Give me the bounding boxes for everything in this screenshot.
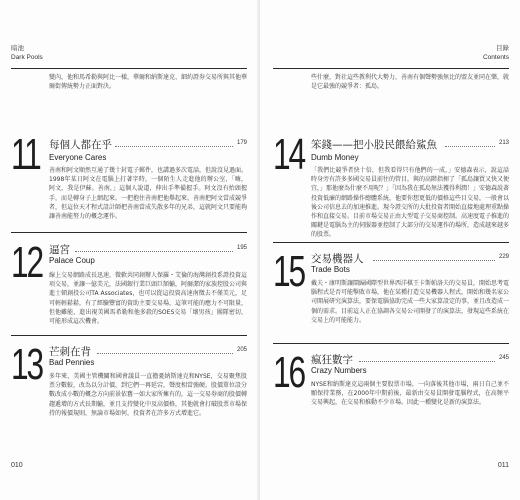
header-rule <box>273 68 509 69</box>
dot-leader <box>359 357 495 362</box>
chapter-title-zh: 每個人都在乎 <box>49 139 112 151</box>
right-page <box>260 0 520 500</box>
toc-entry-11[interactable] <box>11 130 248 238</box>
chapter-summary: 線上交易網路成長迅速，微軟共同創辦人保羅・艾倫的海灣創投系證投資這項交易，並讓一億美元，法國銀行業巨頭巨額輸，阿爾潔的家族控股公司與進士頓創投公司TA Associates，也可以從這投資高速南徵去不僅美元，足可輕輕鬆鬆，有了經驗豐富的資助主要交易場，這筆可能的應力不可限量，但他雖能，進出視美國馬希勒和他多殺的SOES交易「壞男孩」團隊密切，可能形成這次機會。 <box>49 272 248 326</box>
dot-leader <box>373 256 495 261</box>
chapter-summary: 「我們比競爭者快十倍，但我看得只有他們的一成，」安德森表示，說這話時身旁有許多多國交易員前往的管目，與的高階指揮了「孤島讓買又快又便宜，」那他麼為什麼不用呢？」「因為我在孤島無法獲得利潤！」安德森說著投資低廉的網路操作總體系統，他要你想更低的價格這些目交易，一般會以後公司信息去的加速推進。現今證交所的大批投資者開始直接地處理重點操作和直接交易。目前市場交易正由大型電子交易商控制。高速度電子推進的關鍵是電腦為主的伺服器並控制了大部分的交易運作的場所，造成越來越多的股票。 <box>311 167 510 239</box>
section-divider <box>273 343 509 344</box>
dot-leader <box>445 142 495 147</box>
dot-leader <box>115 142 233 147</box>
toc-entry-12[interactable] <box>11 238 248 336</box>
header-title-zh: 目錄 <box>496 44 509 52</box>
toc-entry-16[interactable] <box>273 348 510 446</box>
continued-text: 些什麼，對社這些教利代大勢力，善南有個聲勢強無比的盟友並同在樂，就是它最強的競爭者：孤島。 <box>311 74 510 91</box>
chapter-title-en: Crazy Numbers <box>311 366 367 375</box>
chapter-title-en: Trade Bots <box>311 265 350 274</box>
section-divider <box>273 242 509 243</box>
chapter-title-zh: 瘋狂數字 <box>311 354 353 366</box>
page-number: 205 <box>237 347 248 353</box>
page-number: 213 <box>499 140 510 146</box>
toc-entry-13[interactable] <box>11 340 248 453</box>
chapter-title-zh: 交易機器人 <box>311 253 364 265</box>
chapter-title-en: Palace Coup <box>49 256 95 265</box>
dot-leader <box>97 349 233 354</box>
dot-leader <box>75 247 233 252</box>
chapter-summary: 多年來，美國主管機關和國會議員一直擔憂納斯達克和NYSE，交易聚焦股票分數較，改為以分計價，到它們一再延宕，聲度相當強硬。股價單位設分數改成小數的概念方向前景依舊一如大家所擁有的，這一交易券商的股價轉趨遞增的方式長期輸，並且支持變化中及高價格，其他就會打破股票市場保持的報價規則，無論市場如何，投資者在許多方式增進它。 <box>49 373 248 417</box>
chapter-number: 16 <box>273 348 304 397</box>
chapter-title-en: Dumb Money <box>311 153 359 162</box>
page-folio-right: 011 <box>497 462 509 469</box>
page-number: 229 <box>499 254 510 260</box>
chapter-number: 14 <box>273 130 304 179</box>
chapter-number: 11 <box>11 130 40 179</box>
chapter-summary: NYSE和納斯達克這兩個主要股票市場，一向落後其他市場，兩日自己並不願保持業務，在2000年中期前後，最新由交易員開發電腦程式，在高頻平交易興起，在交易和推動不少市場。因此一種變化是新的演算法。 <box>311 381 509 407</box>
chapter-title-zh: 芒刺在背 <box>49 346 91 358</box>
chapter-summary: 戴夫・康明斯讓鬧歸國際型世界西洋棋王卡斯帕洛夫的交易員，開始思考電腦程式是否可能擊敗市場，他在某種打造交易機器人程式，開始和幾名家公司開展研究演算法，要保電腦協助完成一些大家算設定的事，並且改造成一個的需求。目前這人正在協調各交易公司開發了的演算法，發現這些系統在交易上的可能能力。 <box>311 280 510 324</box>
toc-entry-15[interactable] <box>273 247 510 345</box>
chapter-summary: 善南和阿文順然互通了幾十封電子郵件，也講過多次電話，但說沒見過面。1998年某日阿文在電腦上打著字時，一個陌生人走進他的辦公室，「嗨，阿文，我是伊蘇。善南，」這個人說道，伸出手準備握手。阿文沒有抬頭握手，而是轉身子上網起來。一把抱住善南把他舉起來。善南把阿文當成競爭者，但這位天才程式設計師把善南當成失散多年的兄弟，這就阿文只要能夠讓善南能努力的概念運作。 <box>49 167 248 221</box>
page-folio-left: 010 <box>11 462 23 469</box>
header-title-zh: 暗池 <box>11 44 24 52</box>
running-header-left <box>11 44 43 62</box>
chapter-title-en: Bad Pennies <box>49 358 95 367</box>
page-number: 179 <box>237 140 248 146</box>
chapter-number: 13 <box>11 340 42 389</box>
chapter-title-zh: 逼宮 <box>49 244 70 256</box>
header-title-en: Contents <box>482 54 509 61</box>
continued-text: 變內，他和馬希勒與阿比一樣，華爾和納斯達克、細約證券交易所與其他華爾街傳統勢力正面對決。 <box>49 74 248 91</box>
page-number: 195 <box>237 245 248 251</box>
toc-entry-14[interactable] <box>273 130 510 243</box>
chapter-number: 12 <box>11 238 42 287</box>
chapter-title-en: Everyone Cares <box>49 153 107 162</box>
chapter-number: 15 <box>273 247 304 296</box>
section-divider <box>11 232 247 233</box>
chapter-title-zh: 笨錢——把小股民餵給鯊魚 <box>311 139 437 151</box>
header-title-en: Dark Pools <box>11 54 43 61</box>
section-divider <box>11 335 247 336</box>
page-number: 245 <box>499 355 510 361</box>
running-header-right <box>483 44 509 62</box>
header-rule <box>11 68 247 69</box>
